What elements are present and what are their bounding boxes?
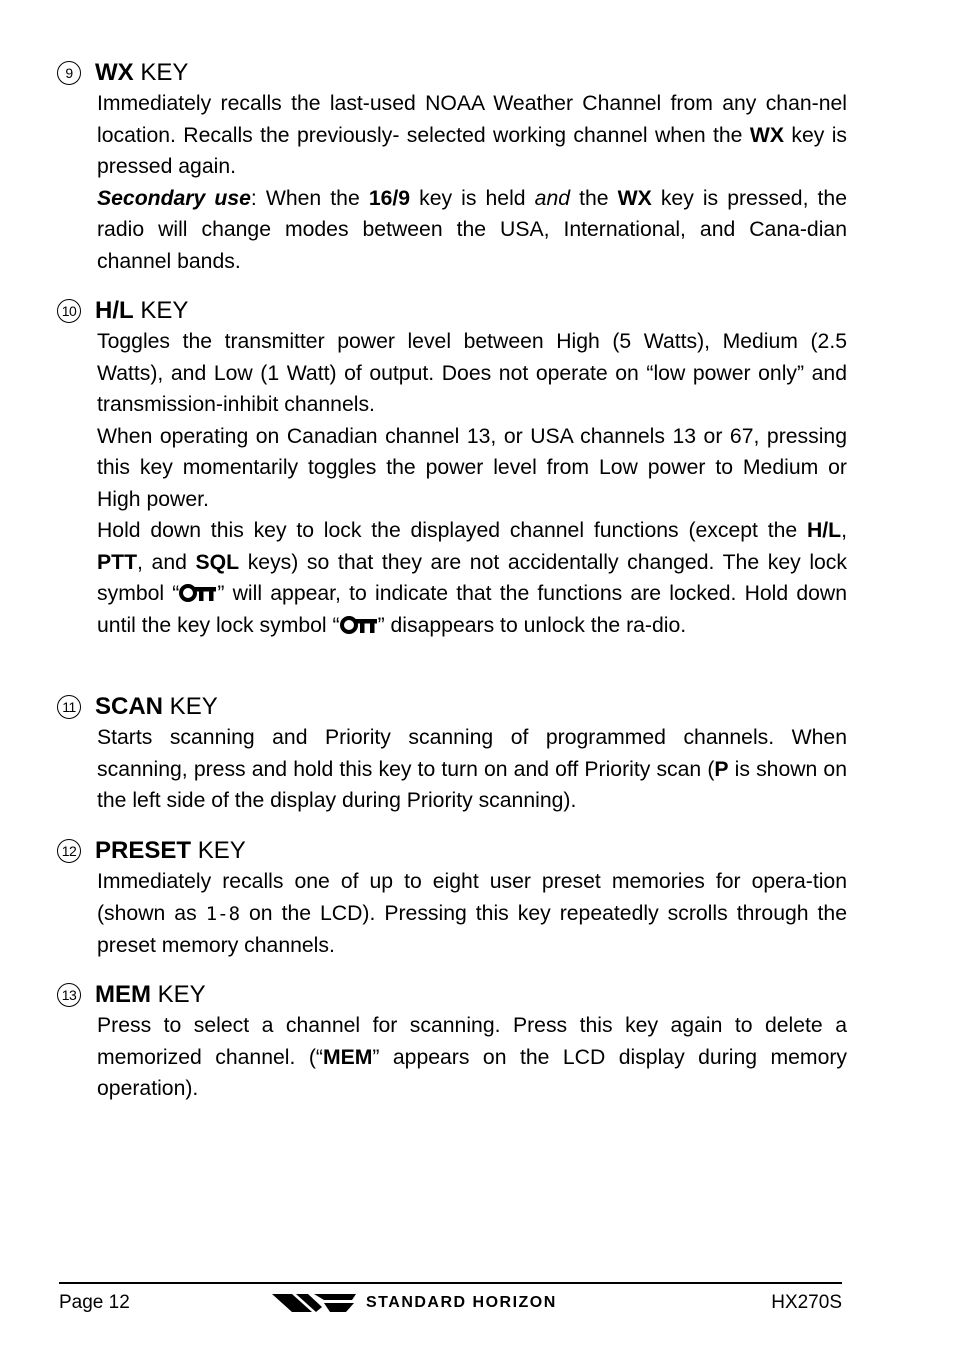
section-heading bbox=[57, 692, 847, 722]
section-number-badge: 12 bbox=[57, 839, 81, 863]
section-number-badge: 11 bbox=[57, 695, 81, 719]
text-run: and bbox=[534, 186, 571, 210]
text-run: key is pressed, the radio will change modes between the USA, International, and Cana-dian channel bands. bbox=[97, 186, 847, 273]
section-hl-key bbox=[57, 296, 847, 641]
section-heading bbox=[57, 980, 847, 1010]
key-name: H/L bbox=[95, 297, 134, 324]
text-run: key is pressed again. bbox=[97, 123, 847, 178]
section-number-badge: 9 bbox=[57, 61, 81, 85]
text-run: Hold down this key to lock the displayed channel functions (except the bbox=[97, 519, 807, 542]
key-name: WX bbox=[95, 59, 134, 86]
text-run: keys) so that they are not accidentally changed. The key lock symbol “ bbox=[97, 550, 847, 605]
text-run: When operating on Canadian channel 13, or USA channels 13 or 67, pressing this key momentarily toggles the power level from Low power to Medium or High power. bbox=[97, 424, 847, 511]
key-suffix: KEY bbox=[191, 837, 246, 864]
text-run: MEM bbox=[322, 1045, 373, 1069]
text-run: P bbox=[714, 757, 729, 781]
section-wx-key bbox=[57, 58, 847, 277]
section-body bbox=[97, 88, 847, 277]
text-run: WX bbox=[749, 123, 784, 147]
key-lock-icon bbox=[179, 584, 217, 602]
paragraph bbox=[97, 421, 847, 516]
section-heading bbox=[57, 836, 847, 866]
page-number: Page 12 bbox=[59, 1292, 130, 1313]
footer-rule bbox=[59, 1282, 842, 1284]
text-run: Immediately recalls one of up to eight user preset memories for opera-tion (shown as bbox=[97, 870, 847, 925]
key-suffix: KEY bbox=[163, 693, 218, 720]
text-run: ” disappears to unlock the ra-dio. bbox=[377, 613, 687, 637]
paragraph bbox=[97, 1010, 847, 1105]
section-number-badge: 13 bbox=[57, 983, 81, 1007]
text-run: key is held bbox=[410, 186, 535, 210]
brand-logo-icon bbox=[272, 1291, 358, 1315]
text-run: , and bbox=[137, 550, 196, 574]
key-suffix: KEY bbox=[133, 297, 189, 324]
section-mem-key bbox=[57, 980, 847, 1105]
section-number-badge: 10 bbox=[57, 299, 81, 323]
text-run: Press to select a channel for scanning. Press this key again to delete a memorized channel. (“ bbox=[97, 1014, 847, 1069]
section-heading bbox=[57, 296, 847, 326]
text-run: Immediately recalls the last-used NOAA Weather Channel from any chan-nel location. Recalls the previously- selected working channel when the bbox=[97, 92, 847, 147]
text-run: : When the bbox=[250, 186, 369, 210]
text-run: , bbox=[841, 519, 847, 542]
text-run: is shown on the left side of the display during Priority scanning). bbox=[97, 757, 847, 812]
paragraph bbox=[97, 183, 847, 278]
key-name: PRESET bbox=[95, 837, 192, 864]
paragraph bbox=[97, 88, 847, 183]
text-run: ” appears on the LCD display during memory operation). bbox=[97, 1045, 847, 1100]
section-preset-key bbox=[57, 836, 847, 962]
key-suffix: KEY bbox=[151, 981, 206, 1008]
text-run: 16/9 bbox=[368, 186, 411, 210]
brand-logo bbox=[272, 1289, 632, 1317]
text-run: Starts scanning and Priority scanning of programmed channels. When scanning, press and hold this key to turn on and off Priority scan ( bbox=[97, 726, 847, 781]
text-run: the bbox=[570, 186, 618, 210]
text-run: Toggles the transmitter power level between High (5 Watts), Medium (2.5 Watts), and Low (1 Watt) of output. Does not operate on “low power only” and transmission-inhibit channels. bbox=[97, 330, 847, 416]
paragraph bbox=[97, 866, 847, 962]
key-name: SCAN bbox=[95, 693, 164, 720]
brand-name: STANDARD HORIZON bbox=[366, 1294, 557, 1311]
key-name: MEM bbox=[95, 981, 151, 1008]
text-run: WX bbox=[617, 186, 652, 210]
text-run: PTT bbox=[97, 550, 138, 574]
section-heading bbox=[57, 58, 847, 88]
section-scan-key bbox=[57, 692, 847, 817]
text-run: H/L bbox=[806, 519, 842, 542]
text-run: 1-8 bbox=[205, 902, 241, 925]
paragraph bbox=[97, 326, 847, 421]
key-lock-icon bbox=[340, 616, 378, 634]
text-run: SQL bbox=[195, 550, 240, 574]
model-number: HX270S bbox=[771, 1292, 842, 1313]
text-run: ” will appear, to indicate that the functions are locked. Hold down until the key lock symbol “ bbox=[97, 582, 847, 637]
text-run: Secondary use bbox=[97, 186, 251, 210]
paragraph bbox=[97, 515, 847, 641]
section-body bbox=[97, 326, 847, 641]
section-body bbox=[97, 1010, 847, 1105]
key-suffix: KEY bbox=[133, 59, 189, 86]
section-body bbox=[97, 722, 847, 817]
section-body bbox=[97, 866, 847, 962]
paragraph bbox=[97, 722, 847, 817]
text-run: on the LCD). Pressing this key repeatedly scrolls through the preset memory channels. bbox=[97, 901, 848, 957]
